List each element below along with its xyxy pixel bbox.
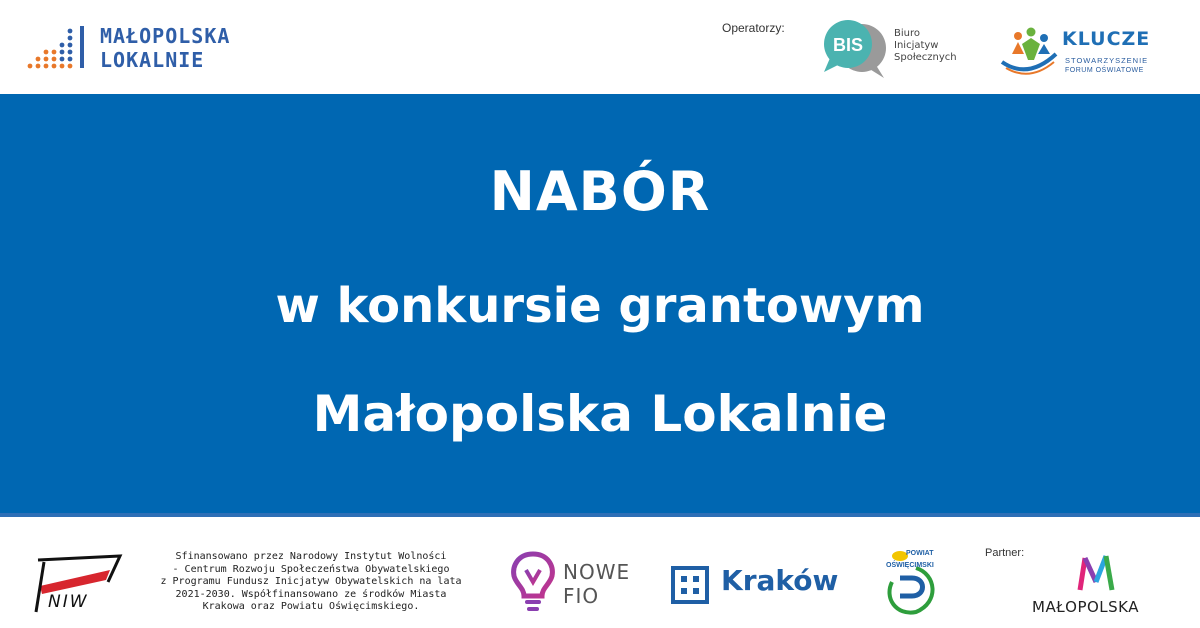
bis-name [894, 28, 957, 64]
bis-logo [822, 18, 972, 80]
krakow-logo [671, 564, 851, 604]
malopolska-lokalnie-logo [26, 22, 286, 72]
funding-line-2: - Centrum Rozwoju Społeczeństwa Obywatelskiego [172, 563, 450, 575]
krakow-text: Kraków [721, 564, 839, 597]
funding-line-3: z Programu Fundusz Inicjatyw Obywatelskich na lata [160, 576, 462, 587]
powiat-line-1: POWIAT [906, 550, 934, 557]
fio-line-1: NOWE [563, 560, 631, 584]
dot-bars-icon [26, 22, 96, 72]
niw-logo [28, 552, 128, 618]
partner-label: Partner: [985, 547, 1025, 559]
malopolska-lokalnie-wordmark [100, 24, 230, 72]
malopolska-m-icon [1030, 552, 1165, 596]
nowe-fio-logo [508, 550, 648, 614]
malopolska-logo [1030, 552, 1165, 618]
funding-line-1: Sfinansowano przez Narodowy Instytut Wolności [175, 551, 447, 562]
funding-statement [146, 551, 476, 614]
lightbulb-icon [508, 550, 558, 614]
funding-line-5: Krakowa oraz Powiatu Oświęcimskiego. [202, 601, 420, 612]
headline-program: Małopolska Lokalnie [312, 385, 888, 443]
klucze-sub-2: FORUM OŚWIATOWE [1065, 67, 1144, 74]
headline-konkurs: w konkursie grantowym [275, 278, 925, 334]
operators-label: Operatorzy: [722, 21, 785, 35]
klucze-sub-1: STOWARZYSZENIE [1065, 56, 1149, 65]
malopolska-text: MAŁOPOLSKA [1032, 598, 1140, 616]
powiat-emblem-icon [876, 548, 956, 616]
logo-line-2: LOKALNIE [100, 48, 205, 72]
bis-line-2: Inicjatyw [894, 40, 939, 51]
funding-line-4: 2021-2030. Współfinansowano ze środków Miasta [175, 588, 447, 600]
nowe-fio-text [563, 560, 630, 608]
fio-line-2: FIO [563, 584, 600, 608]
headline-nabor: NABÓR [489, 160, 711, 223]
bis-line-3: Społecznych [894, 52, 957, 63]
krakow-grid-icon [671, 564, 711, 604]
klucze-logo [998, 24, 1168, 76]
klucze-name: KLUCZE [1062, 28, 1151, 50]
bis-abbr: BIS [832, 35, 864, 55]
speech-bubbles-icon [822, 18, 890, 80]
logo-line-1: MAŁOPOLSKA [100, 24, 231, 48]
niw-text: NIW [48, 592, 89, 612]
powiat-oswiecimski-logo [876, 548, 956, 616]
header [0, 0, 1200, 94]
klucze-figures-icon [998, 24, 1060, 76]
powiat-line-2: OŚWIĘCIMSKI [886, 562, 934, 569]
bis-line-1: Biuro [894, 28, 920, 39]
